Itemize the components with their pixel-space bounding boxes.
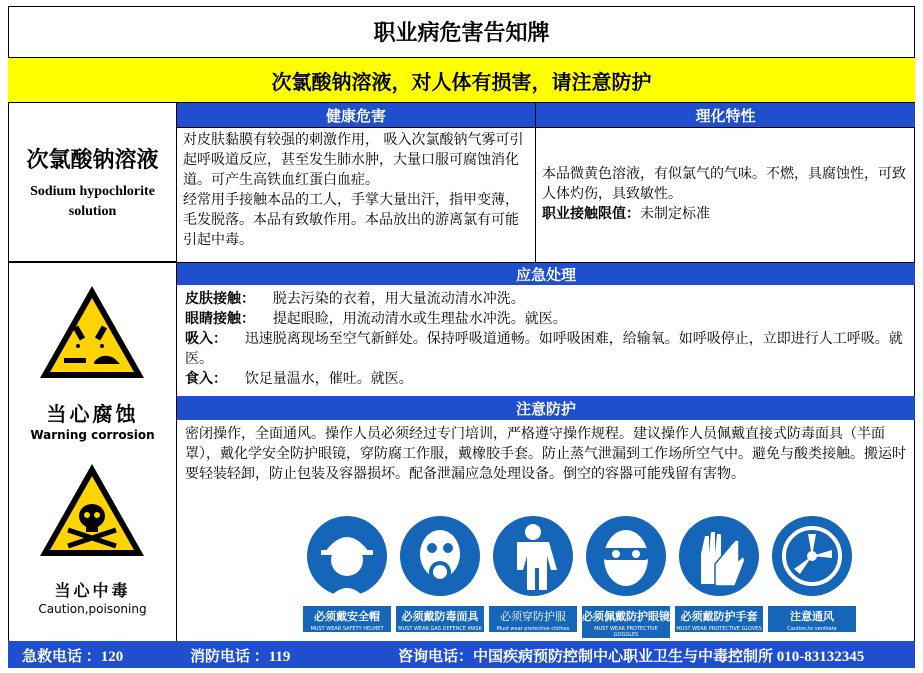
ventilation-fan-icon (768, 512, 856, 602)
protective-clothes-icon (489, 512, 577, 602)
health-hazard-text: 对皮肤黏膜有较强的刺激作用， 吸入次氯酸钠气雾可引起呼吸道反应，甚至发生肺水肿，大量口服可腐蚀消化道。可产生高铁血红蛋白血症。 经常用手接触本品的工人，手掌大量出汗，指甲变薄，毛发脱落。本品有致敏作用。本品放出的游离氯有可能引起中毒。 (183, 132, 524, 248)
protection-text: 密闭操作，全面通风。操作人员必须经过专门培训，严格遵守操作规程。建议操作人员佩戴直接式防毒面具（半面罩），戴化学安全防护眼镜，穿防腐工作服，戴橡胶手套。防止蒸气泄漏到工作场所空气中。避免与酸类接触。搬运时要轻装轻卸，防止包装及容器损坏。配备泄漏应急处理设备。倒空的容器可能残留有害物。 (185, 426, 906, 482)
sign-goggles: 必须佩戴防护眼镜 MUST WEAR PROTECTIVE GOGGLES (582, 512, 670, 636)
sign-gloves: 必须戴防护手套 MUST WEAR PROTECTIVE GLOVES (675, 512, 763, 636)
footer-bar (8, 641, 915, 668)
gloves-icon (675, 512, 763, 602)
sign-gas-mask: 必须戴防毒面具 MUST WEAR GAS DEFENCE MASK (396, 512, 484, 636)
consult-phone: 咨询电话：中国疾病预防控制中心职业卫生与中毒控制所 010-83132345 (398, 649, 865, 665)
first-aid-phone: 急救电话 ：120 (22, 649, 124, 665)
emergency-item-ingest: 食入： 饮足量温水，催吐。就医。 (185, 371, 413, 387)
poison-label-cn: 当心中毒 (54, 581, 131, 600)
board-title: 职业病危害告知牌 (8, 6, 915, 58)
limit-value: 未制定标准 (640, 206, 710, 222)
corrosion-label-en: Warning corrosion (30, 428, 155, 442)
physchem-text: 本品微黄色溶液，有似氯气的气味。不燃，具腐蚀性，可致人体灼伤，具致敏性。 职业接触限值：未制定标准 (542, 166, 906, 222)
sign-protective-clothes: 必须穿防护服 Must wear protective clothes (489, 512, 577, 636)
substance-name-box (8, 103, 177, 262)
fire-phone: 消防电话 ：119 (190, 649, 291, 665)
emergency-item-eye: 眼睛接触： 提起眼睑，用流动清水或生理盐水冲洗。就医。 (185, 311, 567, 327)
sign-helmet: 必须戴安全帽 MUST WEAR SAFETY HELMET (303, 512, 391, 636)
protection-header: 注意防护 (177, 396, 915, 420)
poison-label-en: Caution,poisoning (38, 602, 147, 616)
substance-name-en-2: solution (68, 203, 117, 219)
limit-label: 职业接触限值： (542, 206, 640, 222)
substance-name-cn: 次氯酸钠溶液 (26, 146, 159, 173)
corrosion-warning-icon (36, 282, 148, 382)
goggles-icon (582, 512, 670, 602)
emergency-item-skin: 皮肤接触： 脱去污染的衣着，用大量流动清水冲洗。 (185, 291, 525, 307)
substance-name-en-1: Sodium hypochlorite (30, 183, 155, 199)
emergency-item-inhale: 吸入： 迅速脱离现场至空气新鲜处。保持呼吸道通畅。如呼吸困难，给输氧。如呼吸停止，立即进行人工呼吸。就医。 (185, 331, 903, 367)
corrosion-label-cn: 当心腐蚀 (46, 402, 139, 426)
warning-banner: 次氯酸钠溶液，对人体有损害，请注意防护 (8, 58, 915, 103)
safety-helmet-icon (303, 512, 391, 602)
gas-mask-icon (396, 512, 484, 602)
emergency-header: 应急处理 (177, 263, 915, 285)
poison-warning-icon (36, 460, 148, 560)
physchem-header: 理化特性 (536, 103, 915, 127)
column-divider (535, 103, 536, 262)
emergency-list (185, 289, 909, 389)
health-header: 健康危害 (177, 103, 535, 127)
sign-ventilation: 注意通风 Caution,to ventilate (768, 512, 856, 636)
mandatory-signs-row (303, 512, 855, 636)
